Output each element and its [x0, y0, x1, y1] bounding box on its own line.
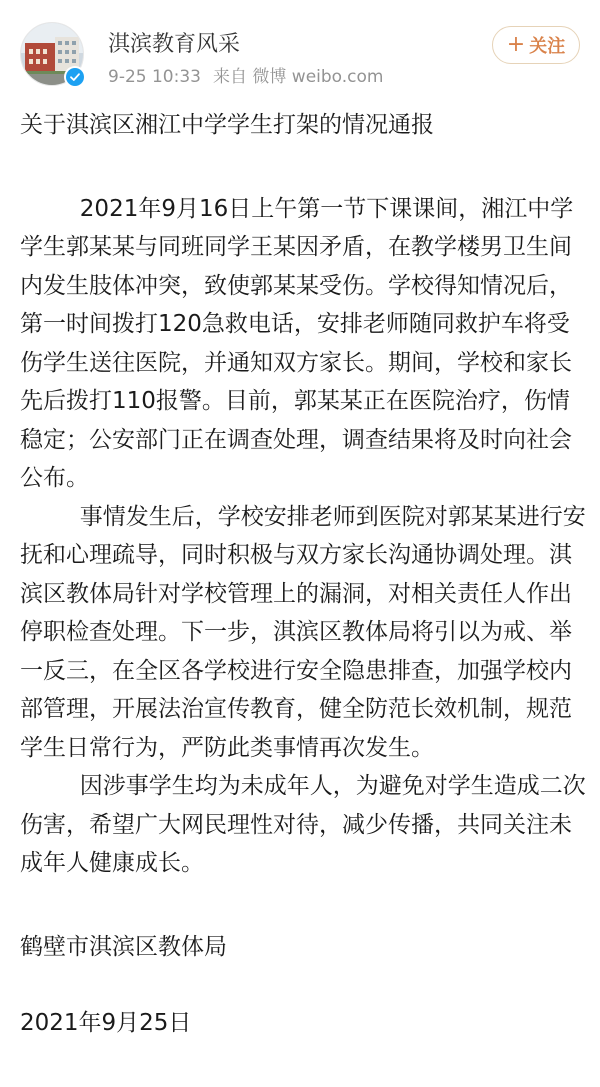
- follow-button[interactable]: [492, 26, 580, 64]
- post-header: [0, 0, 600, 100]
- notice-issuer: 鹤壁市淇滨区教体局: [20, 933, 227, 960]
- follow-button-label: 关注: [529, 36, 566, 57]
- notice-paragraph: 2021年9月16日上午第一节下课课间，湘江中学学生郭某某与同班同学王某因矛盾，在教学楼男卫生间内发生肢体冲突，致使郭某某受伤。学校得知情况后，第一时间拨打120急救电话，安排老师随同救护车将受伤学生送往医院，并通知双方家长。期间，学校和家长先后拨打110报警。目前，郭某某正在医院治疗，伤情稳定；公安部门正在调查处理，调查结果将及时向社会公布。: [20, 195, 574, 491]
- post-timestamp: 9-25 10:33: [108, 67, 201, 87]
- notice-date: 2021年9月25日: [20, 1010, 192, 1036]
- post-content: [20, 106, 590, 1043]
- avatar-container[interactable]: [20, 22, 90, 92]
- spacer: [20, 883, 590, 928]
- spacer: [20, 145, 590, 190]
- post-meta: [108, 66, 395, 88]
- verified-badge: [64, 66, 86, 88]
- notice-title: 关于淇滨区湘江中学学生打架的情况通报: [20, 112, 434, 138]
- notice-paragraph: 事情发生后，学校安排老师到医院对郭某某进行安抚和心理疏导，同时积极与双方家长沟通协调处理。淇滨区教体局针对学校管理上的漏洞，对相关责任人作出停职检查处理。下一步，淇滨区教体局将引以为戒、举一反三，在全区各学校进行安全隐患排查，加强学校内部管理，开展法治宣传教育，健全防范长效机制，规范学生日常行为，严防此类事情再次发生。: [20, 503, 586, 761]
- spacer: [20, 966, 590, 1004]
- plus-icon: +: [506, 32, 526, 57]
- notice-paragraph: 因涉事学生均为未成年人，为避免对学生造成二次伤害，希望广大网民理性对待，减少传播，共同关注未成年人健康成长。: [20, 773, 586, 876]
- post-source[interactable]: 来自 微博 weibo.com: [212, 67, 384, 87]
- author-name[interactable]: 淇滨教育风采: [108, 32, 241, 57]
- verified-icon: [66, 68, 84, 86]
